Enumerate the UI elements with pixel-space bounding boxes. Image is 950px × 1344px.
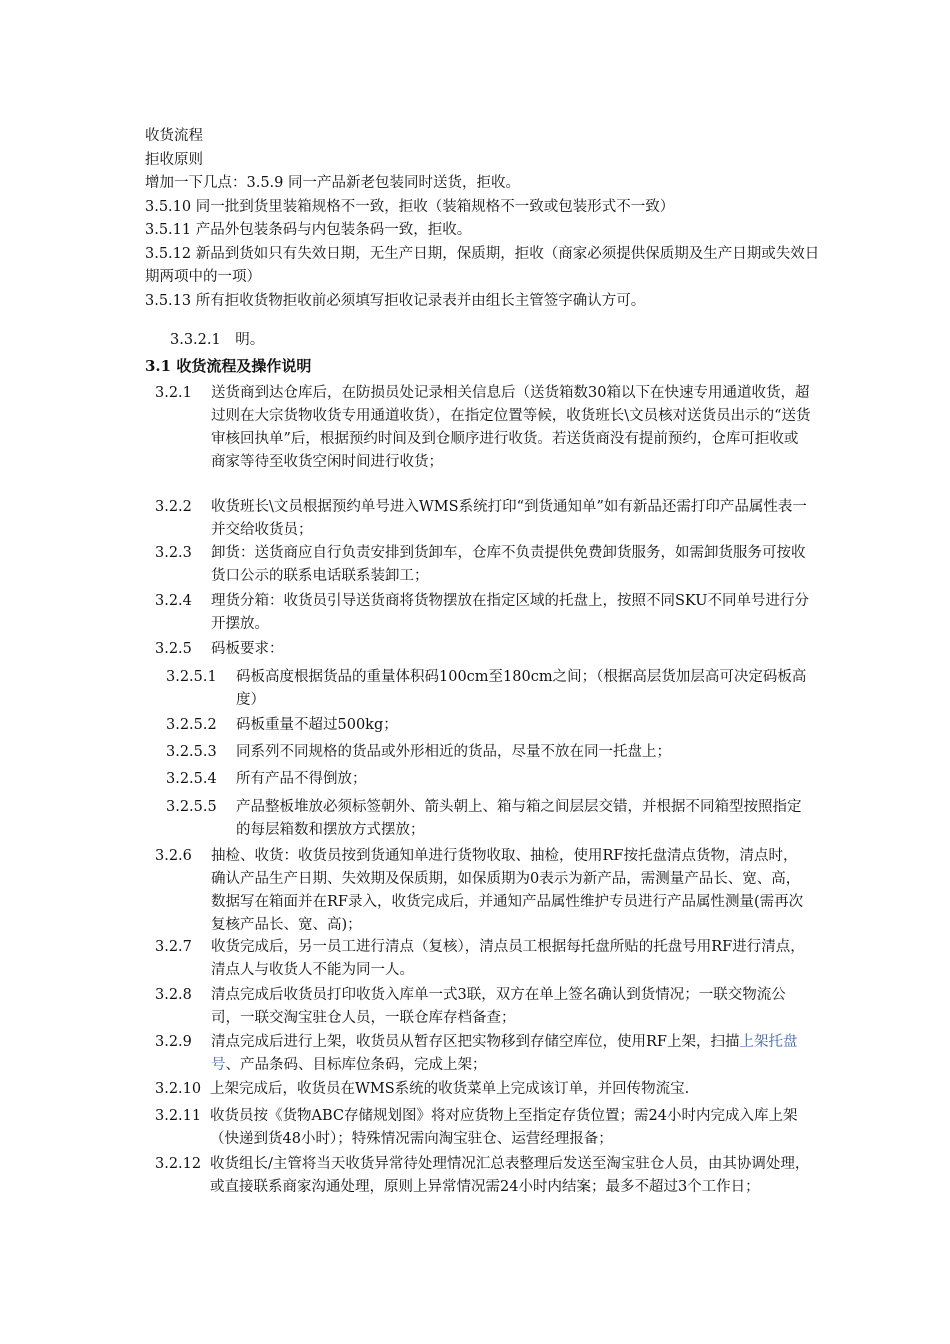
item-number: 3.2.1 <box>155 385 192 401</box>
item-text: 同系列不同规格的货品或外形相近的货品，尽量不放在同一托盘上； <box>236 744 671 760</box>
item-text-part-b: 、产品条码、目标库位条码，完成上架； <box>225 1057 487 1073</box>
item-text: 抽检、收货：收货员按到货通知单进行货物收取、抽检，使用RF按托盘清点货物，清点时，确认产品生产日期、失效期及保质期，如保质期为0表示为新产品，需测量产品长、宽、高，数据写在箱面并在RF录入，收货完成后，并通知产品属性维护专员进行产品属性测量(需再次复核产品长、宽、高)； <box>211 848 804 933</box>
item-number: 3.2.2 <box>155 499 192 515</box>
item-text: 上架完成后，收货员在WMS系统的收货菜单上完成该订单，并回传物流宝. <box>210 1081 690 1097</box>
item-number: 3.2.5.1 <box>166 669 217 685</box>
rule-3-5-10: 3.5.10 同一批到货里装箱规格不一致，拒收（装箱规格不一致或包装形式不一致） <box>145 198 675 215</box>
item-number: 3.2.4 <box>155 593 192 609</box>
intro-block <box>145 125 825 313</box>
sub-item-3-3-2-1: 3.3.2.1 明。 <box>170 332 265 348</box>
item-text: 理货分箱：收货员引导送货商将货物摆放在指定区域的托盘上，按照不同SKU不同单号进行分开摆放。 <box>211 593 809 632</box>
rule-3-5-12: 3.5.12 新品到货如只有失效日期，无生产日期，保质期，拒收（商家必须提供保质期及生产日期或失效日期两项中的一项） <box>145 245 820 285</box>
item-number: 3.2.5.2 <box>166 717 217 733</box>
item-text: 收货完成后，另一员工进行清点（复核），清点员工根据每托盘所贴的托盘号用RF进行清点，清点人与收货人不能为同一人。 <box>211 939 805 978</box>
rule-3-5-9: 增加一下几点：3.5.9 同一产品新老包装同时送货，拒收。 <box>145 175 521 191</box>
item-number: 3.2.12 <box>155 1156 202 1172</box>
item-text: 卸货：送货商应自行负责安排到货卸车，仓库不负责提供免费卸货服务，如需卸货服务可按收货口公示的联系电话联系装卸工； <box>211 545 806 584</box>
item-number: 3.2.5.5 <box>166 799 217 815</box>
item-text: 产品整板堆放必须标签朝外、箭头朝上、箱与箱之间层层交错，并根据不同箱型按照指定的每层箱数和摆放方式摆放； <box>236 799 802 838</box>
item-number: 3.2.7 <box>155 939 192 955</box>
item-number: 3.2.6 <box>155 848 192 864</box>
item-number: 3.2.5 <box>155 641 192 657</box>
item-number: 3.2.5.3 <box>166 744 217 760</box>
item-text: 码板重量不超过500kg； <box>236 717 398 733</box>
item-text: 送货商到达仓库后，在防损员处记录相关信息后（送货箱数30箱以下在快速专用通道收货，超过则在大宗货物收货专用通道收货），在指定位置等候，收货班长\文员核对送货员出示的“送货审核回执单”后，根据预约时间及到仓顺序进行收货。若送货商没有提前预约，仓库可拒收或商家等待至收货空闲时间进行收货； <box>211 385 811 470</box>
heading-receiving-process: 收货流程 <box>145 128 203 144</box>
item-number: 3.2.3 <box>155 545 192 561</box>
item-text: 收货员按《货物ABC存储规划图》将对应货物上至指定存货位置；需24小时内完成入库上架（快递到货48小时）；特殊情况需向淘宝驻仓、运营经理报备； <box>210 1108 798 1147</box>
item-text: 收货班长\文员根据预约单号进入WMS系统打印“到货通知单”如有新品还需打印产品属性表一并交给收货员； <box>211 499 807 538</box>
item-number: 3.2.10 <box>155 1081 202 1097</box>
item-text: 清点完成后收货员打印收货入库单一式3联，双方在单上签名确认到货情况；一联交物流公司，一联交淘宝驻仓人员，一联仓库存档备查； <box>211 987 786 1026</box>
section-title: 3.1 收货流程及操作说明 <box>145 357 312 375</box>
rule-3-5-11: 3.5.11 产品外包装条码与内包装条码一致，拒收。 <box>145 222 472 238</box>
item-text-part-a: 清点完成后进行上架，收货员从暂存区把实物移到存储空库位，使用RF上架，扫描 <box>211 1034 740 1050</box>
item-text: 收货组长/主管将当天收货异常待处理情况汇总表整理后发送至淘宝驻仓人员，由其协调处理，或直接联系商家沟通处理，原则上异常情况需24小时内结案；最多不超过3个工作日； <box>210 1156 810 1195</box>
item-text: 码板高度根据货品的重量体积码100cm至180cm之间；（根据高层货加层高可决定码板高度） <box>236 669 807 708</box>
item-number: 3.2.8 <box>155 987 192 1003</box>
rule-3-5-13: 3.5.13 所有拒收货物拒收前必须填写拒收记录表并由组长主管签字确认方可。 <box>145 292 646 309</box>
item-number: 3.2.9 <box>155 1034 192 1050</box>
item-number: 3.2.11 <box>155 1108 202 1124</box>
pallet-number-link[interactable]: 上架托盘号 <box>211 1034 798 1073</box>
item-number: 3.2.5.4 <box>166 771 217 787</box>
item-text: 所有产品不得倒放； <box>236 771 367 787</box>
item-text <box>211 1031 811 1077</box>
item-text: 码板要求： <box>211 641 284 657</box>
heading-rejection-principles: 拒收原则 <box>145 151 203 168</box>
